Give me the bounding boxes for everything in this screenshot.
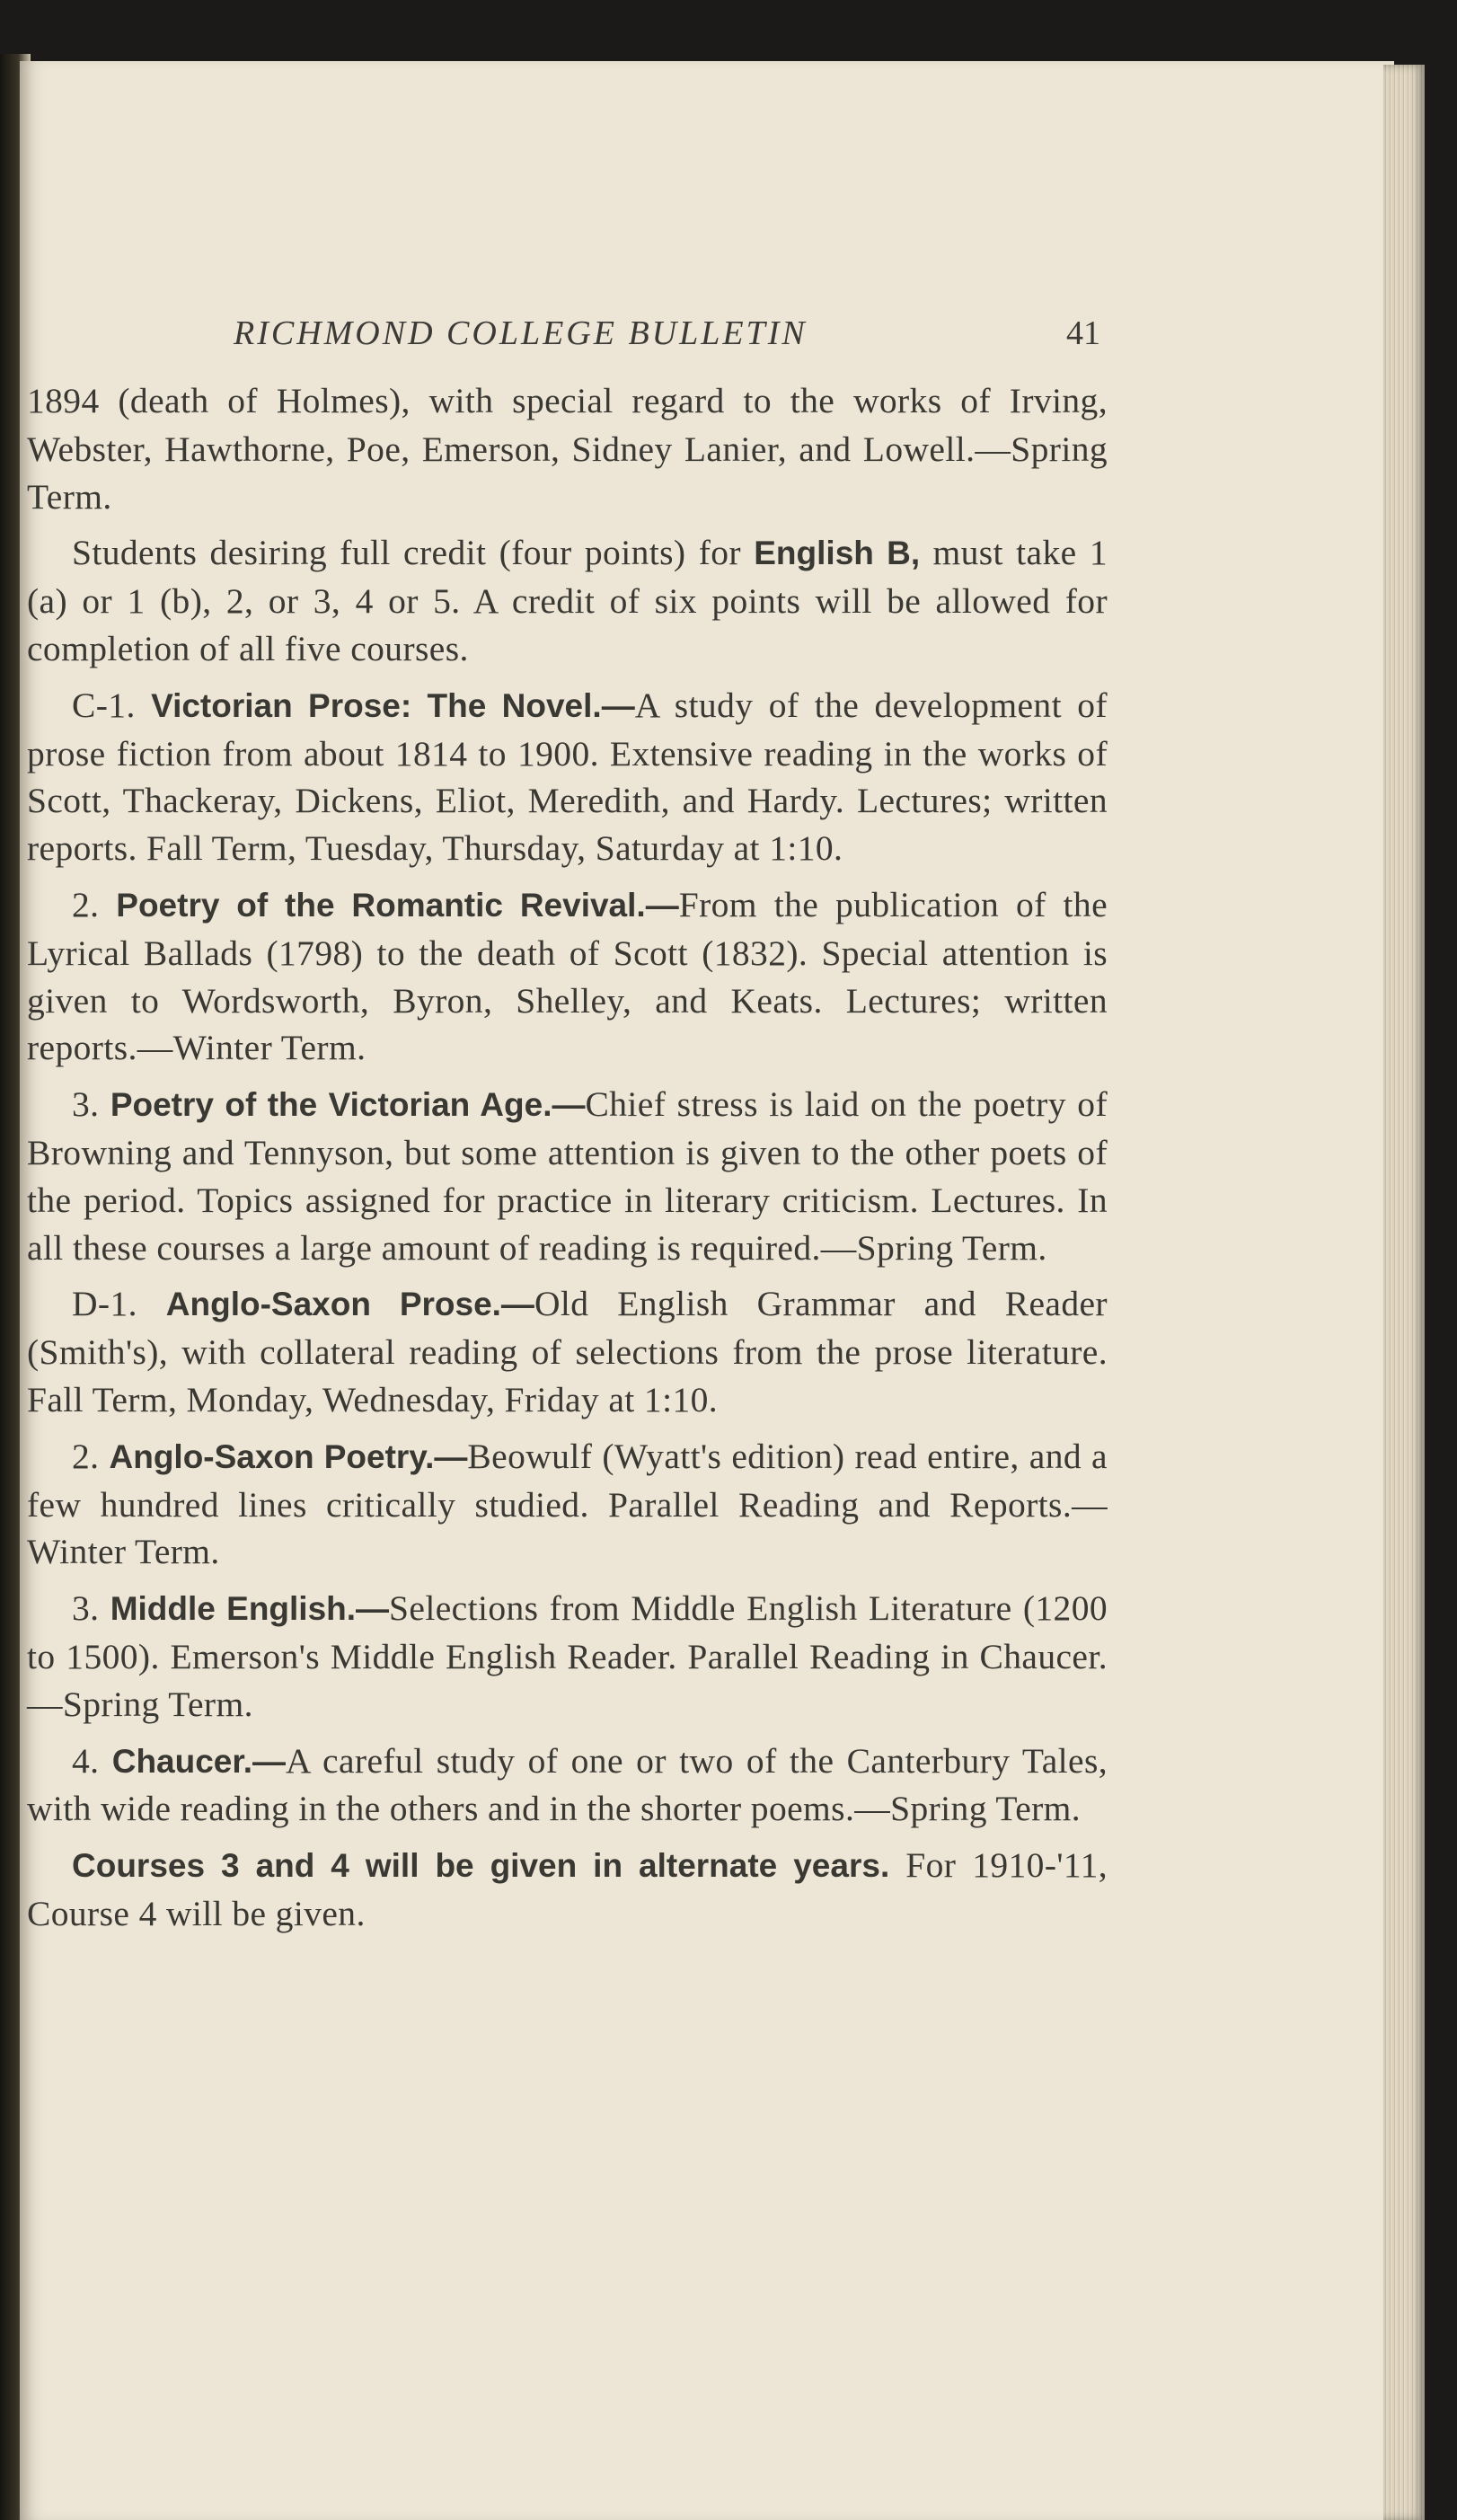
course-title: Middle English.— — [110, 1590, 390, 1628]
alternate-years-note — [27, 1842, 1108, 1938]
course-title: Victorian Prose: The Novel.— — [151, 686, 635, 724]
course-description: From the publication of the Lyrical Ballads (1798) to the death of Scott (1832). Special attention is given to Wordsworth, Byron, Shelley, and Keats. Lectures; written reports.—Winter Term. — [27, 884, 1108, 1068]
paragraph-body: 1894 (death of Holmes), with special regard to the works of Irving, Webster, Hawthorne, Poe, Emerson, Sidney Lanier, and Lowell.—Spring Term. — [27, 381, 1108, 517]
course-d3 — [27, 1585, 1108, 1728]
paragraph-heading: English B, — [754, 535, 921, 572]
course-number: C-1. — [72, 685, 152, 725]
running-header — [234, 310, 1100, 357]
page-edges — [1383, 65, 1425, 2520]
course-number: 3. — [72, 1084, 110, 1125]
course-title: Anglo-Saxon Poetry.— — [109, 1437, 468, 1475]
course-description: Beowulf (Wyatt's edition) read entire, and a few hundred lines critically studied. Parallel Reading and Reports.—Winter Term. — [27, 1436, 1108, 1572]
course-number: 3. — [72, 1588, 110, 1629]
course-d2 — [27, 1433, 1108, 1576]
course-number: 4. — [72, 1740, 112, 1781]
paragraph-body: must take 1 (a) or 1 (b), 2, or 3, 4 or 5. A credit of six points will be allowed for completion of all five courses. — [27, 533, 1108, 668]
paragraph-body: For 1910-'11, Course 4 will be given. — [27, 1845, 1108, 1933]
course-title: Anglo-Saxon Prose.— — [165, 1286, 534, 1323]
course-number: D-1. — [72, 1284, 166, 1324]
course-title: Poetry of the Victorian Age.— — [110, 1086, 586, 1124]
paragraph-lead: Students desiring full credit (four points) for — [72, 533, 755, 573]
running-title: RICHMOND COLLEGE BULLETIN — [234, 314, 808, 352]
course-c2 — [27, 881, 1108, 1072]
course-title: Poetry of the Romantic Revival.— — [116, 886, 679, 924]
paragraph-continuation — [27, 377, 1108, 520]
paragraph-credit-note — [27, 529, 1108, 672]
course-title: Chaucer.— — [111, 1742, 287, 1780]
course-number: 2. — [72, 884, 117, 924]
body-text — [27, 377, 1108, 1947]
course-description: A careful study of one or two of the Canterbury Tales, with wide reading in the others and in the shorter poems.—Spring Term. — [27, 1740, 1108, 1829]
course-description: A study of the development of prose fiction from about 1814 to 1900. Extensive reading in the works of Scott, Thackeray, Dickens, Eliot, Meredith, and Hardy. Lectures; written reports. Fall Term, Tuesday, Thursday, Saturday at 1:10. — [27, 685, 1108, 869]
course-description: Selections from Middle English Literature (1200 to 1500). Emerson's Middle English Reader. Parallel Reading in Chaucer.—Spring Term. — [27, 1588, 1108, 1724]
course-d4 — [27, 1737, 1108, 1834]
course-d1 — [27, 1280, 1108, 1423]
course-description: Old English Grammar and Reader (Smith's), with collateral reading of selections from the prose literature. Fall Term, Monday, Wednesday, Friday at 1:10. — [27, 1284, 1108, 1419]
course-description: Chief stress is laid on the poetry of Browning and Tennyson, but some attention is given to the other poets of the period. Topics assigned for practice in literary criticism. Lectures. In all these courses a large amount of reading is required.—Spring Term. — [27, 1084, 1108, 1268]
paragraph-heading: Courses 3 and 4 will be given in alternate years. — [72, 1847, 890, 1885]
course-c3 — [27, 1081, 1108, 1271]
course-number: 2. — [72, 1436, 110, 1476]
page-number: 41 — [1066, 314, 1100, 352]
course-c1 — [27, 682, 1108, 872]
